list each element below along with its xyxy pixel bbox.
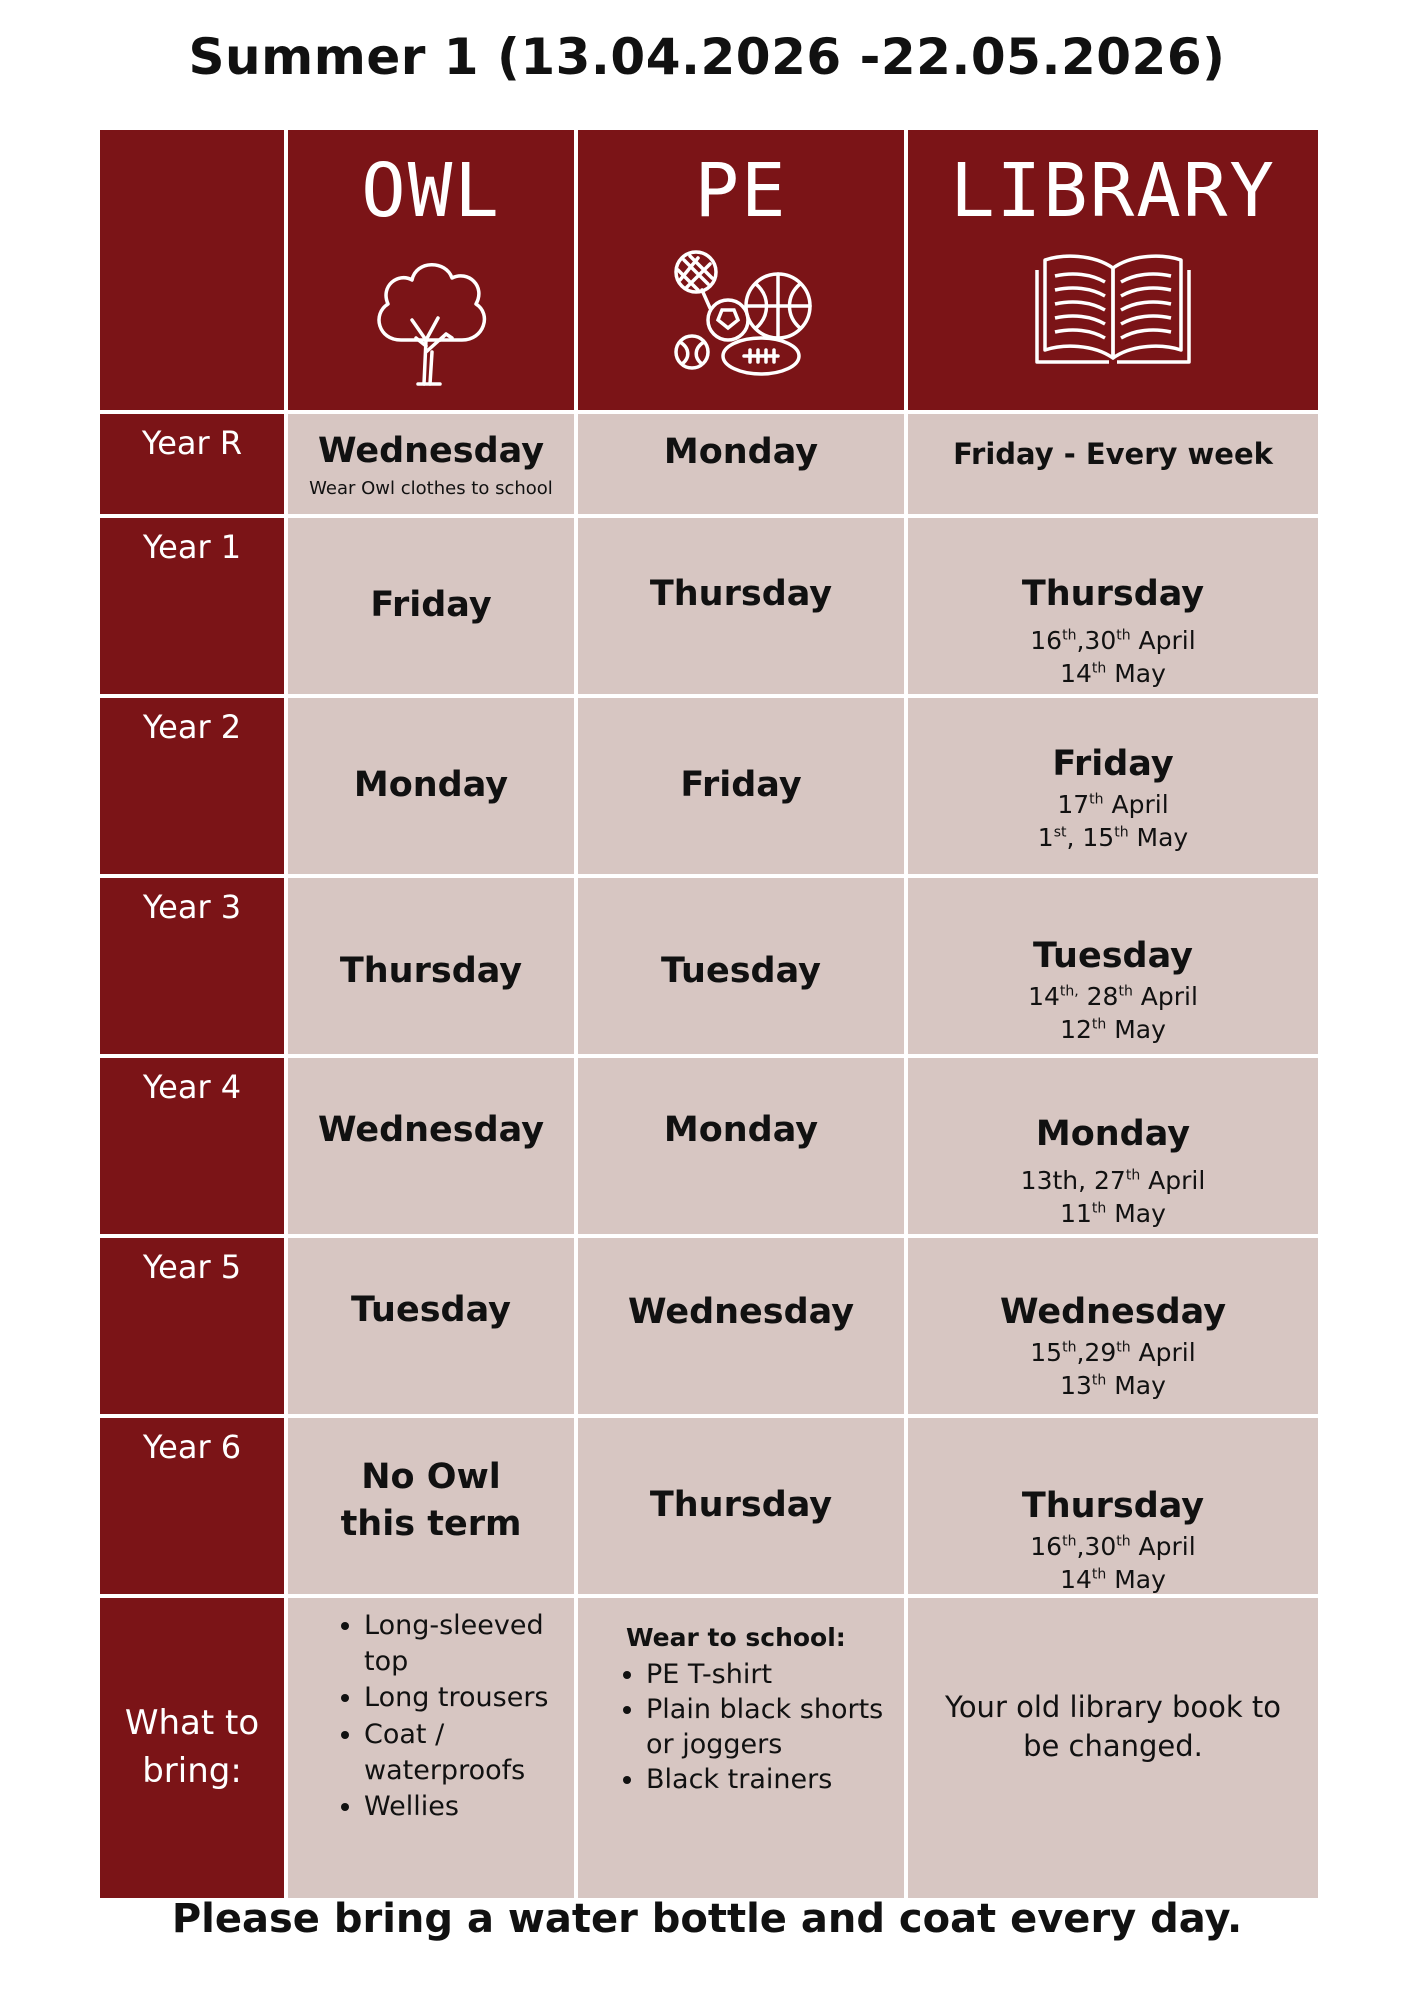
library-day: Friday - Every week [953, 437, 1273, 471]
library-bring-text: Your old library book to be changed. [908, 1598, 1318, 1898]
pe-year-5 [578, 1238, 904, 1414]
header-library [908, 130, 1318, 410]
pe-day: Tuesday [661, 951, 821, 992]
row-label-year-2: Year 2 [100, 698, 284, 874]
pe-day: Friday [680, 765, 802, 806]
owl-year-5 [288, 1238, 574, 1414]
list-item: • Black trainers [646, 1762, 890, 1797]
library-year-5 [908, 1238, 1318, 1414]
header-pe [578, 130, 904, 410]
pe-year-2 [578, 698, 904, 874]
owl-note: Wear Owl clothes to school [309, 478, 553, 500]
row-label-what-to-bring: What to bring: [100, 1598, 284, 1898]
owl-bring-list [288, 1598, 574, 1898]
pe-bring-list [578, 1598, 904, 1898]
library-dates: 17th April 1st, 15th May [1037, 789, 1189, 853]
owl-day: Tuesday [351, 1290, 511, 1330]
owl-year-3 [288, 878, 574, 1054]
list-item: • Wellies [364, 1789, 558, 1825]
library-dates: 16th,30th April 14th May [1030, 1531, 1196, 1595]
owl-day: Wednesday [317, 1110, 545, 1150]
owl-day: No Owl this term [340, 1457, 522, 1545]
owl-year-1 [288, 518, 574, 694]
library-year-2 [908, 698, 1318, 874]
owl-year-6 [288, 1418, 574, 1594]
pe-year-1 [578, 518, 904, 694]
library-day: Thursday [1021, 574, 1205, 614]
library-day: Tuesday [1033, 936, 1193, 976]
row-label-year-4: Year 4 [100, 1058, 284, 1234]
row-label-year-6: Year 6 [100, 1418, 284, 1594]
owl-year-r [288, 414, 574, 514]
row-label-year-1: Year 1 [100, 518, 284, 694]
header-library-label: LIBRARY [950, 148, 1276, 234]
owl-day: Friday [370, 585, 492, 626]
list-item: • Coat / waterproofs [364, 1717, 558, 1789]
sports-balls-icon [666, 248, 816, 378]
row-label-year-r: Year R [100, 414, 284, 514]
timetable [100, 130, 1312, 1890]
pe-day: Monday [663, 432, 819, 472]
library-year-6 [908, 1418, 1318, 1594]
page-title: Summer 1 (13.04.2026 -22.05.2026) [188, 28, 1226, 86]
open-book-icon [1033, 248, 1193, 368]
library-day: Thursday [1021, 1486, 1205, 1526]
pe-day: Wednesday [627, 1292, 855, 1332]
library-day: Friday [1052, 744, 1174, 784]
header-pe-label: PE [694, 148, 788, 234]
pe-year-4 [578, 1058, 904, 1234]
list-item: • Long-sleeved top [364, 1608, 558, 1680]
owl-year-2 [288, 698, 574, 874]
owl-day: Wednesday [317, 430, 545, 471]
library-dates: 13th, 27th April 11th May [1020, 1165, 1206, 1229]
owl-day: Thursday [339, 951, 523, 992]
library-day: Wednesday [999, 1292, 1227, 1332]
footer-note: Please bring a water bottle and coat every day. [171, 1896, 1243, 1942]
pe-day: Monday [663, 1110, 819, 1150]
library-day: Monday [1035, 1114, 1191, 1154]
list-item: • Long trousers [364, 1680, 558, 1716]
library-year-3 [908, 878, 1318, 1054]
header-corner [100, 130, 284, 410]
library-dates: $14^{th,}$ 28th April 12th May [1028, 981, 1198, 1045]
library-year-4 [908, 1058, 1318, 1234]
pe-day: Thursday [649, 1485, 833, 1526]
pe-day: Thursday [649, 574, 833, 614]
pe-bring-heading: Wear to school: [626, 1623, 846, 1652]
pe-year-r [578, 414, 904, 514]
row-label-year-5: Year 5 [100, 1238, 284, 1414]
pe-year-3 [578, 878, 904, 1054]
pe-year-6 [578, 1418, 904, 1594]
header-owl-label: OWL [361, 148, 501, 234]
owl-day: Monday [353, 765, 509, 806]
list-item: • Plain black shorts or joggers [646, 1692, 890, 1762]
library-year-r [908, 414, 1318, 514]
header-owl [288, 130, 574, 410]
library-dates: 16th,30th April 14th May [1030, 625, 1196, 689]
owl-year-4 [288, 1058, 574, 1234]
library-year-1 [908, 518, 1318, 694]
list-item: • PE T-shirt [646, 1657, 890, 1692]
tree-icon [366, 248, 496, 388]
row-label-year-3: Year 3 [100, 878, 284, 1054]
library-dates: 15th,29th April 13th May [1030, 1337, 1196, 1401]
